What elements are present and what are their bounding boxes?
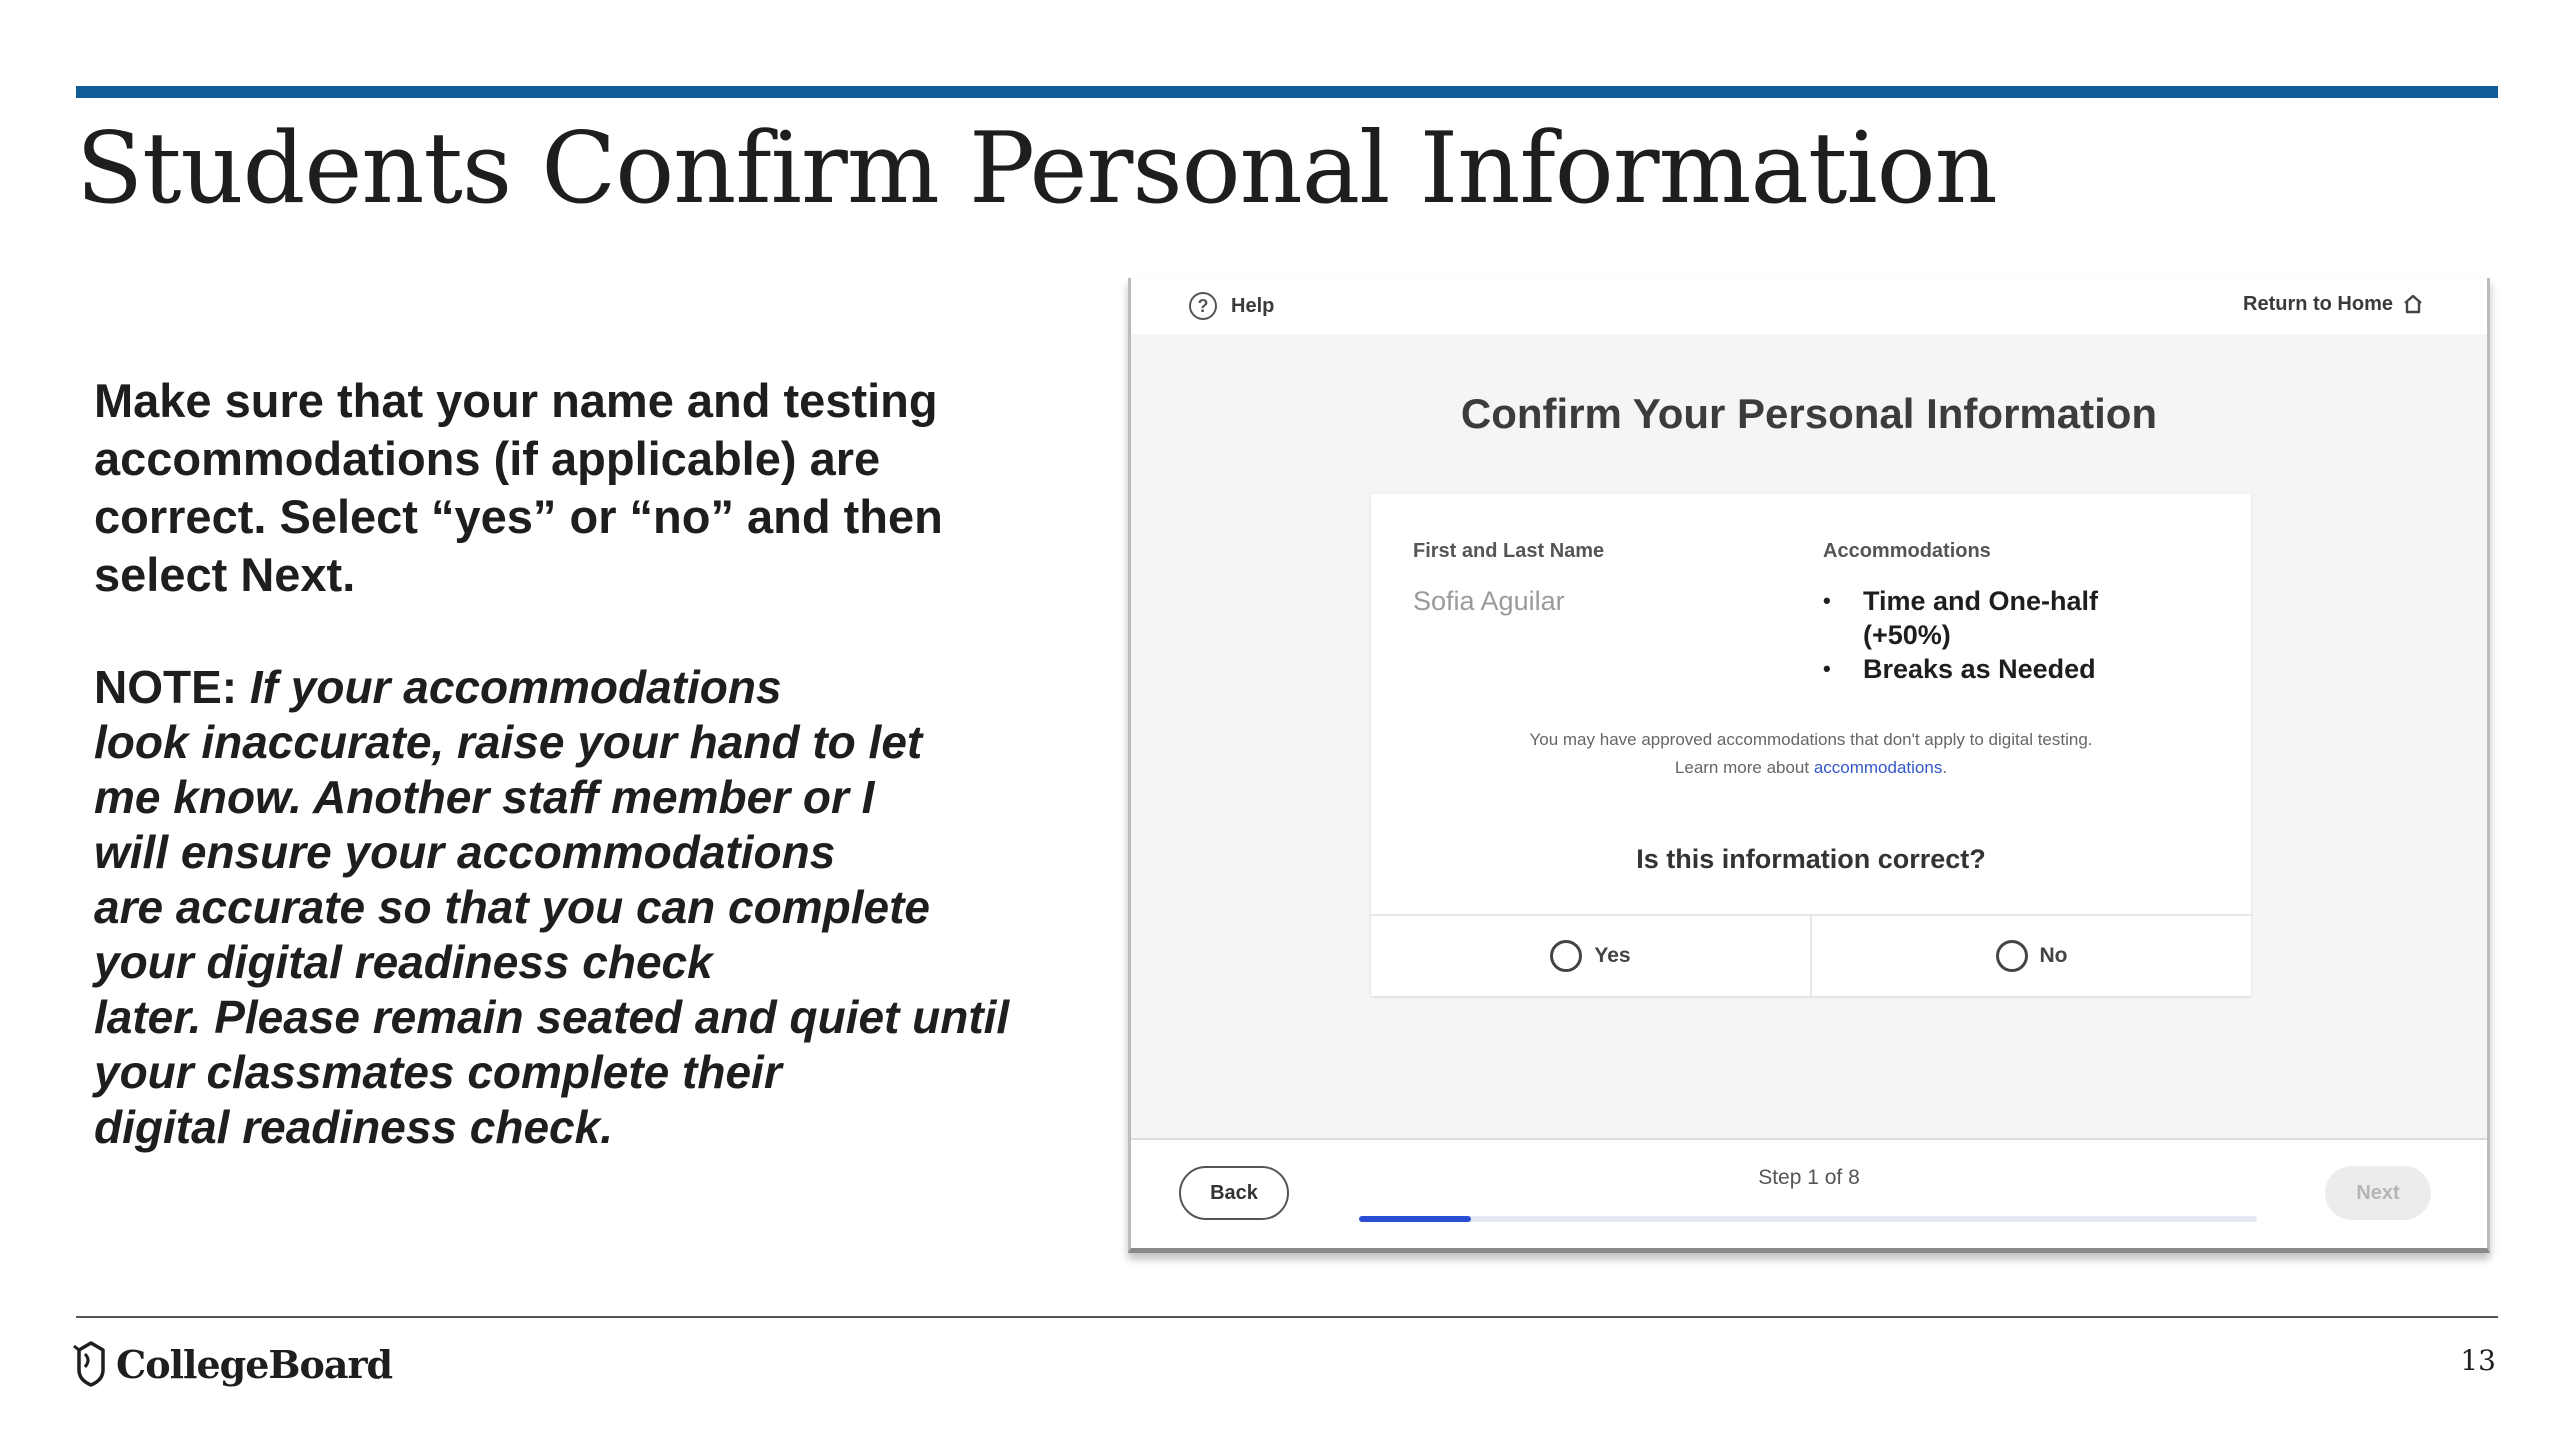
name-label: First and Last Name [1413, 540, 1605, 562]
no-label: No [2039, 944, 2068, 967]
back-button[interactable]: Back [1179, 1166, 1289, 1220]
yes-label: Yes [1594, 944, 1631, 967]
personal-info-card [1371, 494, 2251, 996]
accommodations-label: Accommodations [1823, 540, 1991, 562]
help-icon: ? [1189, 292, 1217, 320]
confirm-title: Confirm Your Personal Information [1460, 390, 2158, 437]
app-topbar [1131, 278, 2487, 334]
help-label: Help [1231, 294, 1275, 317]
help-link[interactable] [1189, 292, 1274, 320]
bottom-rule [76, 1316, 2498, 1318]
note-label: NOTE: [94, 661, 238, 713]
progress-bar [1359, 1216, 2257, 1222]
page-number: 13 [2460, 1344, 2496, 1377]
college-board-logo-icon [72, 1340, 110, 1388]
progress-fill [1359, 1216, 1471, 1222]
no-radio[interactable] [1996, 940, 2028, 972]
instructions-text: Make sure that your name and testing accommodations (if applicable) are correct. Select “yes” or “no” and then select Next. [94, 374, 943, 601]
slide-title: Students Confirm Personal Information [76, 112, 1997, 226]
confirmation-question: Is this information correct? [1636, 844, 1986, 874]
accommodations-disclaimer [1371, 726, 2251, 782]
home-icon [2401, 292, 2425, 316]
accommodations-list [1823, 584, 2143, 686]
app-footer [1131, 1138, 2487, 1253]
return-home-label: Return to Home [2243, 292, 2393, 315]
app-screenshot [1128, 278, 2490, 1253]
accommodations-link[interactable]: accommodations [1813, 758, 1943, 777]
college-board-logo [72, 1340, 392, 1388]
yes-option[interactable] [1371, 916, 1810, 996]
logo-text: CollegeBoard [116, 1341, 393, 1387]
disclaimer-line-2 [1371, 754, 2251, 782]
name-value: Sofia Aguilar [1413, 586, 1565, 616]
no-option[interactable] [1810, 916, 2251, 996]
top-accent-rule [76, 86, 2498, 98]
accommodation-item: • Breaks as Needed [1823, 652, 2143, 686]
disclaimer-prefix: Learn more about [1674, 758, 1814, 777]
note-body: If your accommodations look inaccurate, raise your hand to let me know. Another staff member or I will ensure your accommodations are accurate so that you can complete your digital readiness check later. Please remain seated and quiet until your classmates complete their digital readiness check. [94, 661, 1010, 1153]
disclaimer-suffix: . [1942, 758, 1948, 777]
accommodation-item: • Time and One-half (+50%) [1823, 584, 2143, 652]
return-home-link[interactable] [2243, 292, 2425, 316]
note-text [94, 660, 1094, 1155]
next-button[interactable]: Next [2325, 1166, 2431, 1220]
yes-radio[interactable] [1550, 940, 1582, 972]
disclaimer-line-1: You may have approved accommodations that don't apply to digital testing. [1529, 730, 2093, 749]
answer-options [1371, 914, 2251, 996]
step-indicator: Step 1 of 8 [1758, 1166, 1860, 1189]
